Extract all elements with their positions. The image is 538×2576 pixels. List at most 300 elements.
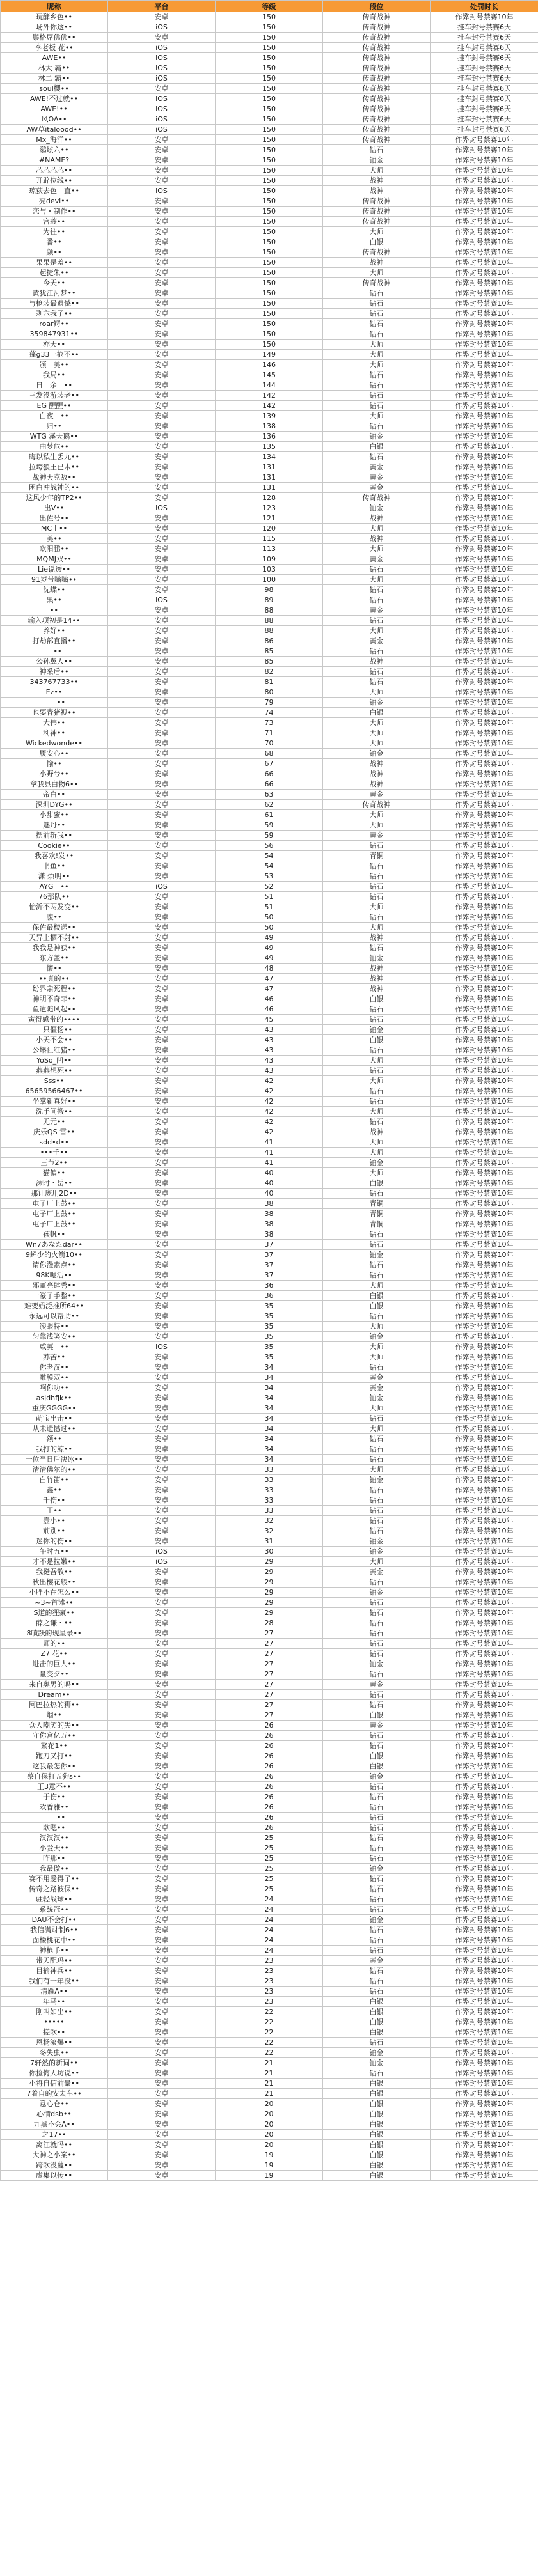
nickname-cell: 午时五•• <box>1 1547 108 1557</box>
rank-cell: 钻石 <box>323 1966 431 1976</box>
level-cell: 131 <box>216 472 323 483</box>
level-cell: 33 <box>216 1485 323 1495</box>
rank-cell: 钻石 <box>323 2038 431 2048</box>
penalty-cell: 作弊封号禁赛10年 <box>431 1864 538 1874</box>
rank-cell: 铂金 <box>323 1332 431 1342</box>
nickname-cell: •• <box>1 1813 108 1823</box>
rank-cell: 大师 <box>323 1465 431 1475</box>
platform-cell: 安卓 <box>108 319 216 329</box>
nickname-cell: 343767733•• <box>1 677 108 687</box>
nickname-cell: 大神之小案•• <box>1 2150 108 2160</box>
rank-cell: 大师 <box>323 820 431 831</box>
rank-cell: 传奇战神 <box>323 278 431 288</box>
platform-cell: iOS <box>108 94 216 104</box>
rank-cell: 白银 <box>323 2140 431 2150</box>
nickname-cell: 你捡悔大坊说•• <box>1 2068 108 2079</box>
penalty-cell: 作弊封号禁赛10年 <box>431 657 538 667</box>
table-row <box>1 1250 538 1260</box>
rank-cell: 钻石 <box>323 1884 431 1894</box>
nickname-cell: 薛之谦・•• <box>1 1618 108 1628</box>
penalty-cell: 作弊封号禁赛10年 <box>431 646 538 657</box>
rank-cell: 白银 <box>323 2130 431 2140</box>
platform-cell: 安卓 <box>108 1976 216 1987</box>
level-cell: 26 <box>216 1792 323 1802</box>
nickname-cell: MQMJ双•• <box>1 554 108 565</box>
level-cell: 26 <box>216 1823 323 1833</box>
nickname-cell: 书鱼•• <box>1 861 108 871</box>
table-row <box>1 1322 538 1332</box>
level-cell: 115 <box>216 534 323 544</box>
level-cell: 23 <box>216 1966 323 1976</box>
level-cell: 27 <box>216 1628 323 1639</box>
level-cell: 150 <box>216 278 323 288</box>
platform-cell: iOS <box>108 114 216 125</box>
table-row <box>1 329 538 340</box>
penalty-cell: 作弊封号禁赛10年 <box>431 1547 538 1557</box>
penalty-cell: 作弊封号禁赛10年 <box>431 1659 538 1669</box>
platform-cell: iOS <box>108 63 216 74</box>
table-row <box>1 1332 538 1342</box>
rank-cell: 钻石 <box>323 1189 431 1199</box>
penalty-cell: 作弊封号禁赛10年 <box>431 1107 538 1117</box>
nickname-cell: 林二 霸•• <box>1 74 108 84</box>
level-cell: 33 <box>216 1495 323 1506</box>
nickname-cell: asjdhfjk•• <box>1 1393 108 1403</box>
level-cell: 150 <box>216 319 323 329</box>
penalty-cell: 作弊封号禁赛10年 <box>431 667 538 677</box>
platform-cell: 安卓 <box>108 1761 216 1772</box>
nickname-cell: 这风少年的TP2•• <box>1 493 108 503</box>
platform-cell: 安卓 <box>108 1751 216 1761</box>
penalty-cell: 作弊封号禁赛10年 <box>431 943 538 953</box>
rank-cell: 钻石 <box>323 677 431 687</box>
level-cell: 20 <box>216 2119 323 2130</box>
table-row <box>1 1178 538 1189</box>
penalty-cell: 作弊封号禁赛10年 <box>431 1485 538 1495</box>
penalty-cell: 作弊封号禁赛10年 <box>431 1444 538 1455</box>
level-cell: 131 <box>216 483 323 493</box>
platform-cell: 安卓 <box>108 912 216 923</box>
platform-cell: 安卓 <box>108 1731 216 1741</box>
level-cell: 33 <box>216 1506 323 1516</box>
platform-cell: 安卓 <box>108 288 216 299</box>
nickname-cell: 咋那•• <box>1 1854 108 1864</box>
table-row <box>1 1618 538 1628</box>
penalty-cell: 作弊封号禁赛10年 <box>431 534 538 544</box>
table-row <box>1 22 538 33</box>
platform-cell: 安卓 <box>108 155 216 166</box>
penalty-cell: 作弊封号禁赛10年 <box>431 1506 538 1516</box>
level-cell: 53 <box>216 871 323 882</box>
rank-cell: 传奇战神 <box>323 247 431 258</box>
table-row <box>1 1025 538 1035</box>
nickname-cell: 我我是神获•• <box>1 943 108 953</box>
rank-cell: 钻石 <box>323 319 431 329</box>
rank-cell: 铂金 <box>323 1393 431 1403</box>
nickname-cell: 屯子厂上鼓•• <box>1 1219 108 1229</box>
nickname-cell: 鬃格屌佛佛•• <box>1 33 108 43</box>
table-row <box>1 2140 538 2150</box>
table-row <box>1 483 538 493</box>
platform-cell: 安卓 <box>108 1884 216 1894</box>
platform-cell: 安卓 <box>108 1281 216 1291</box>
penalty-cell: 作弊封号禁赛10年 <box>431 2038 538 2048</box>
level-cell: 22 <box>216 2017 323 2027</box>
rank-cell: 钻石 <box>323 1976 431 1987</box>
table-row <box>1 1700 538 1710</box>
platform-cell: 安卓 <box>108 421 216 432</box>
rank-cell: 铂金 <box>323 698 431 708</box>
platform-cell: 安卓 <box>108 145 216 155</box>
nickname-cell: 一只僵杨•• <box>1 1025 108 1035</box>
penalty-cell: 作弊封号禁赛10年 <box>431 1393 538 1403</box>
penalty-cell: 作弊封号禁赛10年 <box>431 605 538 616</box>
penalty-cell: 作弊封号禁赛10年 <box>431 1843 538 1854</box>
nickname-cell: 林大 霸•• <box>1 63 108 74</box>
penalty-cell: 作弊封号禁赛10年 <box>431 1813 538 1823</box>
nickname-cell: 公孙翼人•• <box>1 657 108 667</box>
penalty-cell: 作弊封号禁赛10年 <box>431 933 538 943</box>
level-cell: 27 <box>216 1659 323 1669</box>
penalty-cell: 作弊封号禁赛10年 <box>431 350 538 360</box>
level-cell: 26 <box>216 1761 323 1772</box>
table-row <box>1 360 538 370</box>
penalty-cell: 作弊封号禁赛10年 <box>431 1516 538 1526</box>
penalty-cell: 作弊封号禁赛10年 <box>431 800 538 810</box>
platform-cell: 安卓 <box>108 1076 216 1086</box>
nickname-cell: 养好•• <box>1 626 108 636</box>
nickname-cell: 永远可以帮助•• <box>1 1311 108 1322</box>
table-row <box>1 1843 538 1854</box>
level-cell: 51 <box>216 902 323 912</box>
table-row <box>1 964 538 974</box>
penalty-cell: 作弊封号禁赛10年 <box>431 1577 538 1588</box>
level-cell: 27 <box>216 1639 323 1649</box>
rank-cell: 钻石 <box>323 1618 431 1628</box>
table-row <box>1 145 538 155</box>
penalty-cell: 作弊封号禁赛10年 <box>431 738 538 749</box>
table-row <box>1 2130 538 2140</box>
platform-cell: 安卓 <box>108 1199 216 1209</box>
rank-cell: 传奇战神 <box>323 43 431 53</box>
rank-cell: 黄金 <box>323 605 431 616</box>
rank-cell: 传奇战神 <box>323 125 431 135</box>
nickname-cell: 小爱天•• <box>1 1843 108 1854</box>
table-row <box>1 1721 538 1731</box>
platform-cell: 安卓 <box>108 1424 216 1434</box>
nickname-cell: ••真的•• <box>1 974 108 984</box>
level-cell: 150 <box>216 237 323 247</box>
penalty-cell: 作弊封号禁赛10年 <box>431 820 538 831</box>
penalty-cell: 作弊封号禁赛10年 <box>431 1802 538 1813</box>
table-row <box>1 155 538 166</box>
nickname-cell: 履安心•• <box>1 749 108 759</box>
nickname-cell: 神明不奇菲•• <box>1 994 108 1004</box>
platform-cell: 安卓 <box>108 309 216 319</box>
penalty-cell: 作弊封号禁赛10年 <box>431 1618 538 1628</box>
level-cell: 24 <box>216 1905 323 1915</box>
table-row <box>1 2079 538 2089</box>
table-row <box>1 1107 538 1117</box>
platform-cell: 安卓 <box>108 1352 216 1362</box>
table-row <box>1 1884 538 1894</box>
table-row <box>1 1455 538 1465</box>
penalty-cell: 作弊封号禁赛10年 <box>431 544 538 554</box>
rank-cell: 白银 <box>323 2007 431 2017</box>
platform-cell: 安卓 <box>108 1823 216 1833</box>
nickname-cell: Z7 花•• <box>1 1649 108 1659</box>
nickname-cell: 输入项初是14•• <box>1 616 108 626</box>
rank-cell: 钻石 <box>323 1444 431 1455</box>
rank-cell: 传奇战神 <box>323 94 431 104</box>
nickname-cell: EG 醒醒•• <box>1 401 108 411</box>
penalty-cell: 作弊封号禁赛10年 <box>431 1772 538 1782</box>
table-row <box>1 1301 538 1311</box>
nickname-cell: 才不是拉嫩•• <box>1 1557 108 1567</box>
penalty-cell: 作弊封号禁赛10年 <box>431 1997 538 2007</box>
rank-cell: 大师 <box>323 340 431 350</box>
rank-cell: 传奇战神 <box>323 800 431 810</box>
nickname-cell: 一篆子手整•• <box>1 1291 108 1301</box>
platform-cell: 安卓 <box>108 1045 216 1056</box>
level-cell: 81 <box>216 677 323 687</box>
rank-cell: 钻石 <box>323 841 431 851</box>
rank-cell: 钻石 <box>323 1905 431 1915</box>
penalty-cell: 作弊封号禁赛10年 <box>431 432 538 442</box>
platform-cell: 安卓 <box>108 1792 216 1802</box>
platform-cell: iOS <box>108 74 216 84</box>
level-cell: 35 <box>216 1332 323 1342</box>
level-cell: 27 <box>216 1710 323 1721</box>
table-row <box>1 800 538 810</box>
platform-cell: iOS <box>108 104 216 114</box>
penalty-cell: 作弊封号禁赛10年 <box>431 1700 538 1710</box>
nickname-cell: 腹•• <box>1 912 108 923</box>
platform-cell: 安卓 <box>108 513 216 524</box>
platform-cell: 安卓 <box>108 2099 216 2109</box>
nickname-cell: 剥六我了•• <box>1 309 108 319</box>
level-cell: 35 <box>216 1311 323 1322</box>
rank-cell: 铂金 <box>323 1772 431 1782</box>
table-row <box>1 2160 538 2171</box>
rank-cell: 白银 <box>323 2099 431 2109</box>
penalty-cell: 作弊封号禁赛10年 <box>431 1076 538 1086</box>
level-cell: 85 <box>216 657 323 667</box>
penalty-cell: 作弊封号禁赛10年 <box>431 472 538 483</box>
level-cell: 150 <box>216 94 323 104</box>
penalty-cell: 作弊封号禁赛10年 <box>431 1976 538 1987</box>
rank-cell: 钻石 <box>323 380 431 391</box>
penalty-cell: 作弊封号禁赛10年 <box>431 1342 538 1352</box>
platform-cell: 安卓 <box>108 2038 216 2048</box>
rank-cell: 大师 <box>323 544 431 554</box>
penalty-cell: 作弊封号禁赛10年 <box>431 687 538 698</box>
table-row <box>1 493 538 503</box>
rank-cell: 钻石 <box>323 616 431 626</box>
level-cell: 150 <box>216 12 323 22</box>
table-row <box>1 432 538 442</box>
level-cell: 150 <box>216 22 323 33</box>
table-row <box>1 1772 538 1782</box>
penalty-cell: 作弊封号禁赛10年 <box>431 1158 538 1168</box>
penalty-cell: 作弊封号禁赛10年 <box>431 227 538 237</box>
penalty-cell: 作弊封号禁赛10年 <box>431 1884 538 1894</box>
rank-cell: 大师 <box>323 1403 431 1414</box>
rank-cell: 钻石 <box>323 1066 431 1076</box>
rank-cell: 钻石 <box>323 145 431 155</box>
level-cell: 21 <box>216 2089 323 2099</box>
rank-cell: 黄金 <box>323 1567 431 1577</box>
nickname-cell: 欧嗯•• <box>1 1823 108 1833</box>
table-row <box>1 104 538 114</box>
level-cell: 41 <box>216 1137 323 1148</box>
level-cell: 71 <box>216 728 323 738</box>
table-row <box>1 2058 538 2068</box>
penalty-cell: 作弊封号禁赛10年 <box>431 2007 538 2017</box>
rank-cell: 钻石 <box>323 1782 431 1792</box>
table-row <box>1 1935 538 1946</box>
table-row <box>1 2027 538 2038</box>
table-row <box>1 1015 538 1025</box>
rank-cell: 钻石 <box>323 1086 431 1097</box>
table-row <box>1 217 538 227</box>
rank-cell: 钻石 <box>323 1731 431 1741</box>
nickname-cell: 赛不用爱得了•• <box>1 1874 108 1884</box>
rank-cell: 黄金 <box>323 1721 431 1731</box>
rank-cell: 钻石 <box>323 1741 431 1751</box>
nickname-cell: 起捷朱•• <box>1 268 108 278</box>
nickname-cell: 庆乐QS 雷•• <box>1 1127 108 1137</box>
penalty-cell: 作弊封号禁赛10年 <box>431 247 538 258</box>
level-cell: 38 <box>216 1219 323 1229</box>
nickname-cell: sdd•d•• <box>1 1137 108 1148</box>
penalty-cell: 作弊封号禁赛10年 <box>431 2048 538 2058</box>
level-cell: 36 <box>216 1281 323 1291</box>
platform-cell: 安卓 <box>108 1567 216 1577</box>
rank-cell: 大师 <box>323 1137 431 1148</box>
penalty-cell: 作弊封号禁赛10年 <box>431 882 538 892</box>
table-row <box>1 2150 538 2160</box>
penalty-cell: 作弊封号禁赛10年 <box>431 1823 538 1833</box>
platform-cell: 安卓 <box>108 237 216 247</box>
table-row <box>1 1403 538 1414</box>
penalty-cell: 作弊封号禁赛10年 <box>431 892 538 902</box>
penalty-cell: 作弊封号禁赛10年 <box>431 370 538 380</box>
level-cell: 50 <box>216 912 323 923</box>
nickname-cell: 鹬炫六•• <box>1 145 108 155</box>
level-cell: 23 <box>216 1987 323 1997</box>
nickname-cell: 黑•• <box>1 595 108 605</box>
nickname-cell: •• <box>1 646 108 657</box>
table-row <box>1 1782 538 1792</box>
nickname-cell: 欢香雅•• <box>1 1802 108 1813</box>
table-row <box>1 1741 538 1751</box>
table-row <box>1 247 538 258</box>
platform-cell: 安卓 <box>108 370 216 380</box>
level-cell: 34 <box>216 1383 323 1393</box>
platform-cell: 安卓 <box>108 1772 216 1782</box>
penalty-cell: 挂车封号禁赛6天 <box>431 94 538 104</box>
table-row <box>1 1209 538 1219</box>
platform-cell: 安卓 <box>108 1291 216 1301</box>
rank-cell: 钻石 <box>323 452 431 462</box>
table-row <box>1 380 538 391</box>
rank-cell: 大师 <box>323 687 431 698</box>
penalty-cell: 作弊封号禁赛10年 <box>431 380 538 391</box>
penalty-cell: 作弊封号禁赛10年 <box>431 1710 538 1721</box>
penalty-cell: 作弊封号禁赛10年 <box>431 759 538 769</box>
nickname-cell: •••千•• <box>1 1148 108 1158</box>
level-cell: 70 <box>216 738 323 749</box>
penalty-cell: 作弊封号禁赛10年 <box>431 411 538 421</box>
platform-cell: 安卓 <box>108 1536 216 1547</box>
penalty-cell: 作弊封号禁赛10年 <box>431 2058 538 2068</box>
penalty-cell: 作弊封号禁赛10年 <box>431 2119 538 2130</box>
penalty-cell: 作弊封号禁赛10年 <box>431 1792 538 1802</box>
platform-cell: 安卓 <box>108 472 216 483</box>
platform-cell: 安卓 <box>108 1414 216 1424</box>
table-row <box>1 595 538 605</box>
table-row <box>1 196 538 207</box>
platform-cell: 安卓 <box>108 1475 216 1485</box>
platform-cell: 安卓 <box>108 1639 216 1649</box>
nickname-cell: 无元•• <box>1 1117 108 1127</box>
level-cell: 150 <box>216 33 323 43</box>
platform-cell: 安卓 <box>108 626 216 636</box>
level-cell: 131 <box>216 462 323 472</box>
platform-cell: 安卓 <box>108 1925 216 1935</box>
nickname-cell: 之17•• <box>1 2130 108 2140</box>
nickname-cell: 亮devi•• <box>1 196 108 207</box>
nickname-cell: 晦以私生丢九•• <box>1 452 108 462</box>
rank-cell: 钻石 <box>323 646 431 657</box>
penalty-cell: 作弊封号禁赛10年 <box>431 728 538 738</box>
platform-cell: 安卓 <box>108 657 216 667</box>
penalty-cell: 作弊封号禁赛10年 <box>431 1035 538 1045</box>
platform-cell: 安卓 <box>108 2027 216 2038</box>
nickname-cell: 雕膜双•• <box>1 1373 108 1383</box>
level-cell: 135 <box>216 442 323 452</box>
rank-cell: 钻石 <box>323 1925 431 1935</box>
level-cell: 150 <box>216 74 323 84</box>
rank-cell: 青铜 <box>323 1209 431 1219</box>
nickname-cell: 保佐最楼送•• <box>1 923 108 933</box>
level-cell: 56 <box>216 841 323 851</box>
nickname-cell: 年马•• <box>1 1997 108 2007</box>
level-cell: 19 <box>216 2150 323 2160</box>
level-cell: 31 <box>216 1536 323 1547</box>
nickname-cell: AYG •• <box>1 882 108 892</box>
rank-cell: 钻石 <box>323 565 431 575</box>
table-row <box>1 1035 538 1045</box>
nickname-cell: 小甜蜜•• <box>1 810 108 820</box>
level-cell: 88 <box>216 616 323 626</box>
nickname-cell: 刚叫如出•• <box>1 2007 108 2017</box>
rank-cell: 大师 <box>323 738 431 749</box>
rank-cell: 钻石 <box>323 871 431 882</box>
platform-cell: 安卓 <box>108 616 216 626</box>
penalty-cell: 作弊封号禁赛10年 <box>431 831 538 841</box>
level-cell: 61 <box>216 810 323 820</box>
header-platform: 平台 <box>108 1 216 12</box>
level-cell: 121 <box>216 513 323 524</box>
level-cell: 150 <box>216 176 323 186</box>
nickname-cell: 拿我县白物6•• <box>1 779 108 790</box>
platform-cell: 安卓 <box>108 1935 216 1946</box>
nickname-cell: 鑫•• <box>1 1485 108 1495</box>
nickname-cell: 蔡自保打五狗s•• <box>1 1772 108 1782</box>
level-cell: 85 <box>216 646 323 657</box>
